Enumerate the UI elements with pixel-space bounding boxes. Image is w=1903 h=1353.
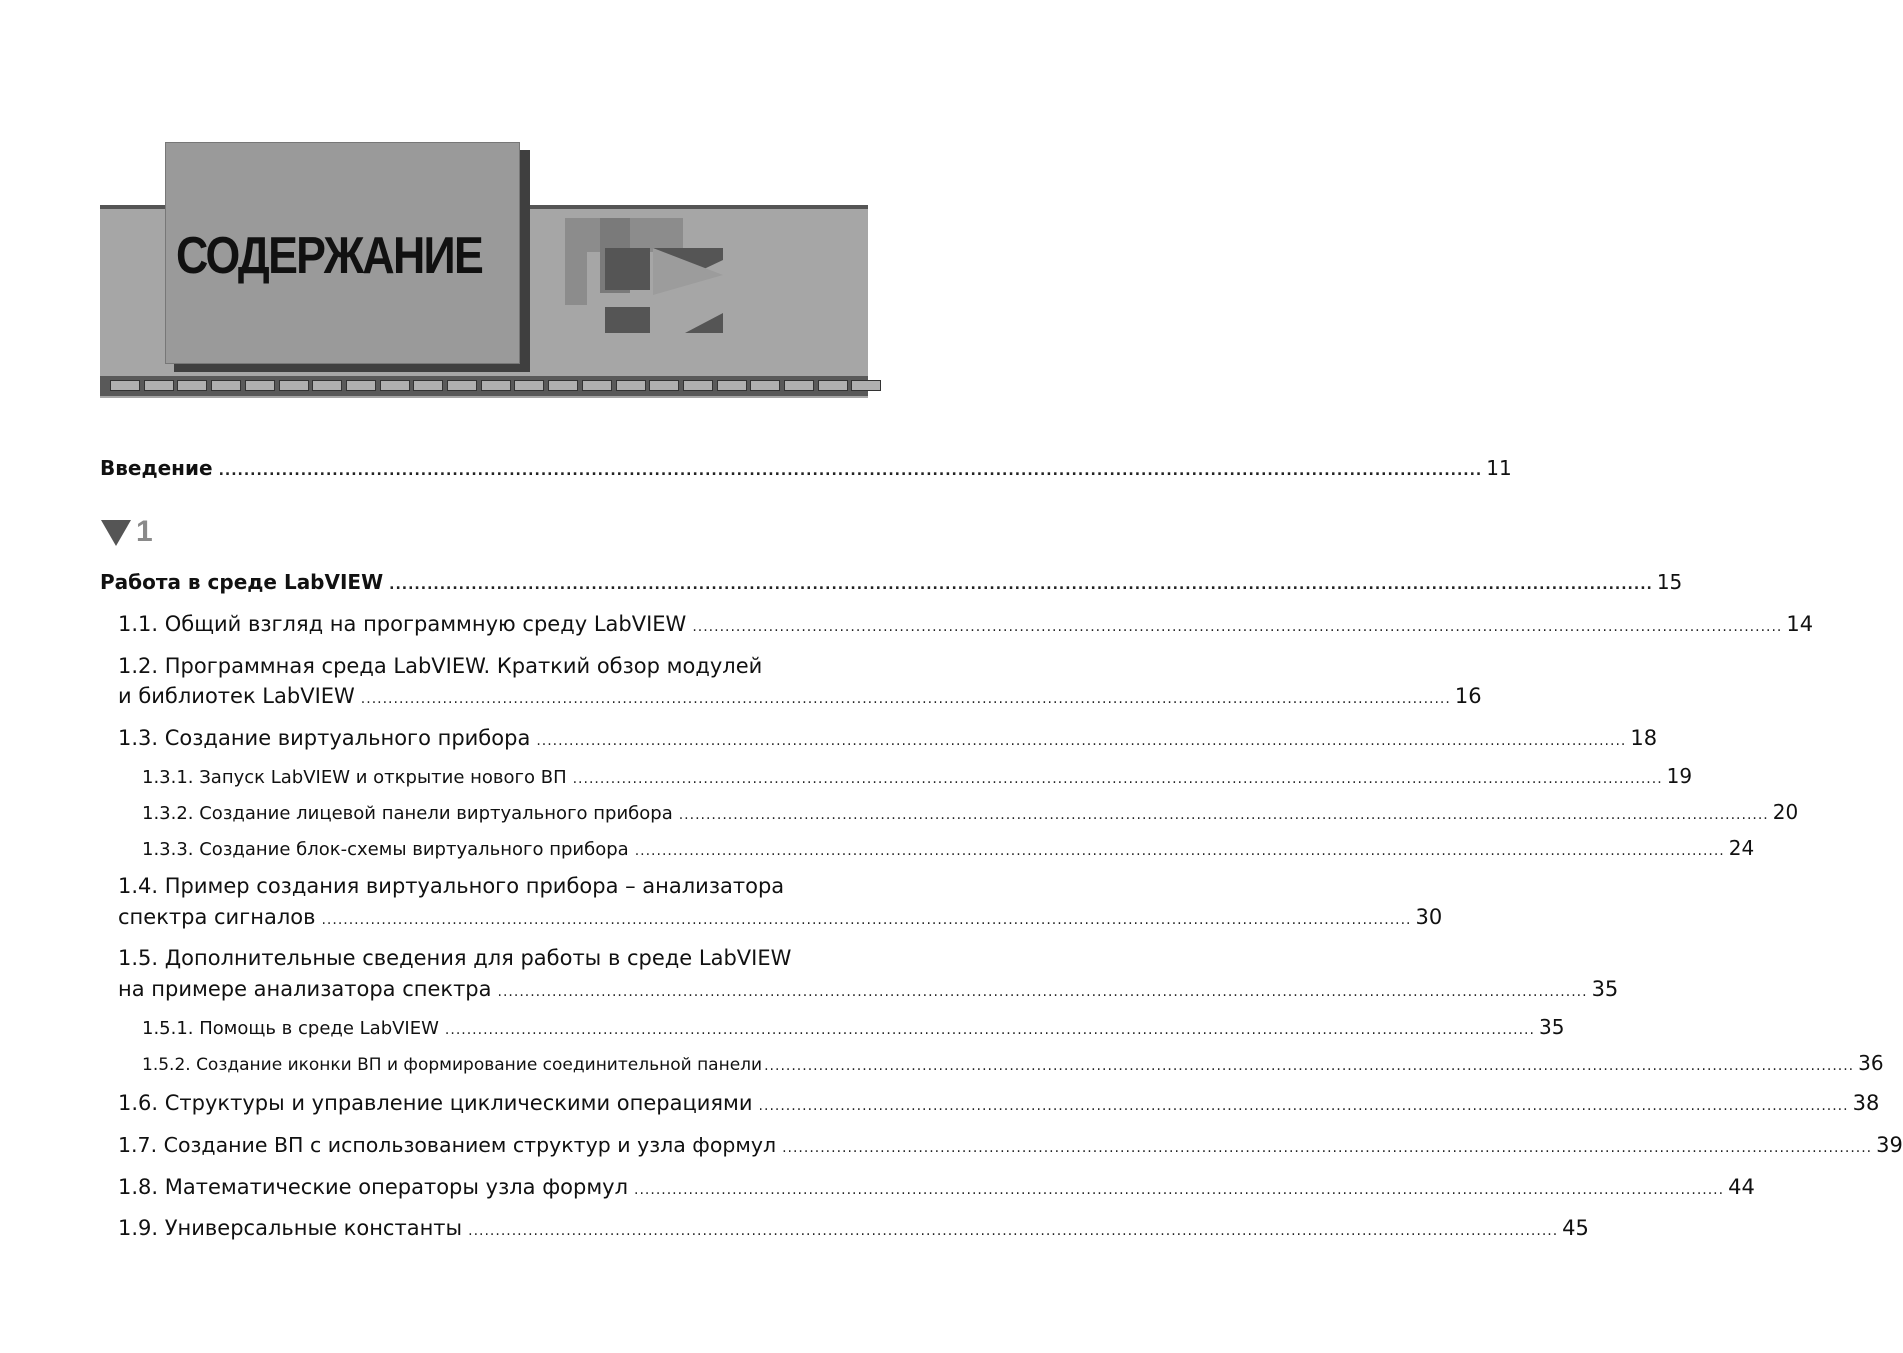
- toc-entry-1-9[interactable]: [118, 1216, 1589, 1240]
- film-strip-cell: [177, 380, 207, 391]
- toc-title: Работа в среде LabVIEW: [100, 570, 384, 594]
- film-strip-cell: [144, 380, 174, 391]
- film-strip-cell: [312, 380, 342, 391]
- film-strip-cell: [616, 380, 646, 391]
- toc-page: 35: [1591, 977, 1619, 1001]
- toc-title: 1.3.1. Запуск LabVIEW и открытие нового ВП: [142, 767, 567, 788]
- toc-entry-1-5-line1[interactable]: 1.5. Дополнительные сведения для работы в среде LabVIEW: [118, 946, 792, 970]
- film-strip-cell: [447, 380, 477, 391]
- toc-entry-1-1[interactable]: [118, 612, 1814, 636]
- toc-entry-1-3-2[interactable]: [142, 800, 1799, 824]
- film-strip-cell: [750, 380, 780, 391]
- film-strip-cell: [380, 380, 410, 391]
- leader-dots: ........................................................................................................................................................................................................: [678, 807, 1769, 823]
- leader-dots: ........................................................................................................................................................................................................: [468, 1223, 1559, 1239]
- leader-dots: ........................................................................................................................................................................................................: [572, 771, 1663, 787]
- leader-dots: ........................................................................................................................................................................................................: [321, 912, 1412, 928]
- leader-dots: ........................................................................................................................................................................................................: [782, 1140, 1873, 1156]
- leader-dots: ........................................................................................................................................................................................................: [360, 691, 1451, 707]
- toc-page: 14: [1786, 612, 1814, 636]
- film-strip-cell: [649, 380, 679, 391]
- film-strip-cell: [818, 380, 848, 391]
- toc-page: 44: [1728, 1175, 1755, 1199]
- toc-entry-1-3-3[interactable]: [142, 836, 1755, 860]
- film-strip-cell: [211, 380, 241, 391]
- toc-title: 1.5.1. Помощь в среде LabVIEW: [142, 1018, 439, 1039]
- film-strip-cell: [481, 380, 511, 391]
- leader-dots: ........................................................................................................................................................................................................: [692, 619, 1783, 635]
- toc-page: 20: [1772, 800, 1799, 824]
- leader-dots: ........................................................................................................................................................................................................: [497, 984, 1588, 1000]
- toc-page: 36: [1858, 1051, 1884, 1075]
- toc-title: на примере анализатора спектра: [118, 977, 492, 1001]
- chapter-number: 1: [136, 515, 153, 548]
- toc-title: 1.7. Создание ВП с использованием структур и узла формул: [118, 1133, 777, 1157]
- leader-dots: ........................................................................................................................................................................................................: [536, 733, 1627, 749]
- toc-entry-intro[interactable]: [100, 456, 1512, 480]
- toc-page: 39: [1876, 1133, 1903, 1157]
- toc-entry-1-5-1[interactable]: [142, 1015, 1565, 1039]
- film-strip: [100, 376, 868, 396]
- toc-entry-1-4[interactable]: [118, 905, 1443, 929]
- film-strip-cell: [514, 380, 544, 391]
- leader-dots: ........................................................................................................................................................................................................: [758, 1098, 1849, 1114]
- leader-dots: ........................................................................................................................................................................................................: [764, 1058, 1855, 1074]
- page-title: СОДЕРЖАНИЕ: [176, 227, 483, 285]
- toc-title: Введение: [100, 456, 213, 480]
- triangle-down-icon: [101, 518, 131, 546]
- toc-entry-1-6[interactable]: [118, 1091, 1880, 1115]
- film-strip-cell: [717, 380, 747, 391]
- toc-title: и библиотек LabVIEW: [118, 684, 355, 708]
- toc-entry-1-7[interactable]: [118, 1133, 1903, 1157]
- toc-page: 24: [1728, 836, 1755, 860]
- toc-title: спектра сигналов: [118, 905, 316, 929]
- leader-dots: ........................................................................................................................................................................................................: [444, 1022, 1535, 1038]
- toc-title: 1.3.2. Создание лицевой панели виртуального прибора: [142, 803, 673, 824]
- toc-title: 1.1. Общий взгляд на программную среду LabVIEW: [118, 612, 687, 636]
- toc-page: 15: [1656, 570, 1683, 594]
- film-strip-cell: [548, 380, 578, 391]
- toc-entry-1-5-2[interactable]: [142, 1051, 1884, 1075]
- film-strip-cell: [110, 380, 140, 391]
- toc-entry-1-2[interactable]: [118, 684, 1482, 708]
- leader-dots: ........................................................................................................................................................................................................: [389, 577, 1653, 593]
- leader-dots: ........................................................................................................................................................................................................: [634, 843, 1725, 859]
- toc-entry-1-3-1[interactable]: [142, 764, 1693, 788]
- toc-page: 45: [1562, 1216, 1589, 1240]
- toc-entry-1-4-line1[interactable]: 1.4. Пример создания виртуального прибора – анализатора: [118, 874, 785, 898]
- toc-title: 1.8. Математические операторы узла формул: [118, 1175, 629, 1199]
- toc-entry-1-3[interactable]: [118, 726, 1658, 750]
- toc-title: 1.6. Структуры и управление циклическими операциями: [118, 1091, 753, 1115]
- leader-dots: ........................................................................................................................................................................................................: [634, 1182, 1725, 1198]
- toc-entry-1-5[interactable]: [118, 977, 1619, 1001]
- film-strip-cell: [413, 380, 443, 391]
- toc-title: 1.9. Универсальные константы: [118, 1216, 463, 1240]
- toc-title: 1.3.3. Создание блок-схемы виртуального прибора: [142, 839, 629, 860]
- film-strip-cell: [784, 380, 814, 391]
- toc-page: 11: [1486, 456, 1512, 480]
- film-strip-cell: [279, 380, 309, 391]
- leader-dots: ........................................................................................................................................................................................................: [218, 463, 1483, 479]
- toc-page: 19: [1666, 764, 1693, 788]
- toc-page: 38: [1852, 1091, 1880, 1115]
- toc-entry-1-2-line1[interactable]: 1.2. Программная среда LabVIEW. Краткий обзор модулей: [118, 654, 763, 678]
- film-strip-cell: [683, 380, 713, 391]
- toc-page: 18: [1630, 726, 1658, 750]
- toc-title: 1.5.2. Создание иконки ВП и формирование соединительной панели: [142, 1055, 763, 1075]
- film-strip-cell: [245, 380, 275, 391]
- toc-entry-1-8[interactable]: [118, 1175, 1755, 1199]
- film-strip-cell: [851, 380, 881, 391]
- film-strip-cell: [582, 380, 612, 391]
- toc-title: 1.3. Создание виртуального прибора: [118, 726, 531, 750]
- film-strip-cell: [346, 380, 376, 391]
- toc-entry-chapter-1[interactable]: [100, 570, 1683, 594]
- toc-page: 16: [1454, 684, 1482, 708]
- decorative-shapes: [560, 215, 730, 335]
- toc-page: 30: [1415, 905, 1443, 929]
- toc-page: 35: [1538, 1015, 1565, 1039]
